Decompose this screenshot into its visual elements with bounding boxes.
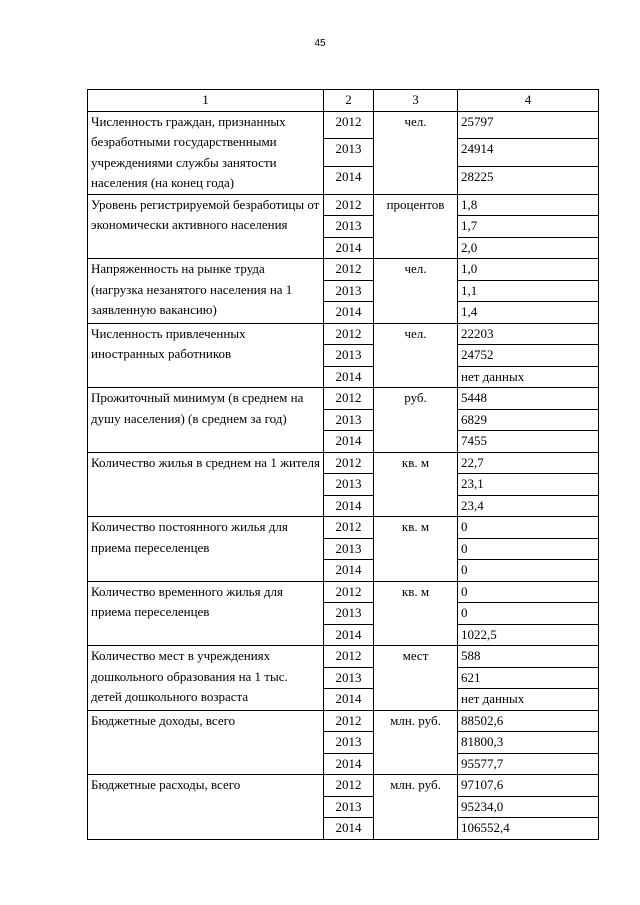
value-cell: 0 [458, 560, 599, 582]
value-cell: нет данных [458, 689, 599, 711]
page-number: 45 [314, 38, 326, 49]
year-cell: 2014 [324, 237, 374, 259]
indicator-cell: Уровень регистрируемой безработицы от экономически активного населения [88, 194, 324, 259]
year-cell: 2012 [324, 646, 374, 668]
indicator-cell: Количество жилья в среднем на 1 жителя [88, 452, 324, 517]
table-row [88, 775, 599, 797]
value-cell: 28225 [458, 166, 599, 194]
indicator-cell: Бюджетные расходы, всего [88, 775, 324, 840]
value-cell: 23,4 [458, 495, 599, 517]
statistics-table [87, 89, 599, 840]
value-cell: 0 [458, 538, 599, 560]
year-cell: 2012 [324, 775, 374, 797]
value-cell: 1,8 [458, 194, 599, 216]
value-cell: 106552,4 [458, 818, 599, 840]
table-row [88, 323, 599, 345]
year-cell: 2014 [324, 302, 374, 324]
year-cell: 2012 [324, 710, 374, 732]
year-cell: 2013 [324, 280, 374, 302]
value-cell: 24914 [458, 139, 599, 167]
year-cell: 2013 [324, 474, 374, 496]
value-cell: 25797 [458, 111, 599, 139]
column-header-4: 4 [458, 90, 599, 112]
table-row [88, 581, 599, 603]
year-cell: 2012 [324, 388, 374, 410]
value-cell: 0 [458, 517, 599, 539]
value-cell: 2,0 [458, 237, 599, 259]
unit-cell: руб. [374, 388, 458, 453]
indicator-cell: Прожиточный минимум (в среднем на душу населения) (в среднем за год) [88, 388, 324, 453]
header-row [88, 90, 599, 112]
indicator-cell: Численность привлеченных иностранных работников [88, 323, 324, 388]
unit-cell: кв. м [374, 517, 458, 582]
column-header-1: 1 [88, 90, 324, 112]
value-cell: 95234,0 [458, 796, 599, 818]
year-cell: 2012 [324, 111, 374, 139]
unit-cell: чел. [374, 111, 458, 194]
value-cell: 0 [458, 603, 599, 625]
year-cell: 2014 [324, 560, 374, 582]
indicator-cell: Напряженность на рынке труда (нагрузка незанятого населения на 1 заявленную вакансию) [88, 259, 324, 324]
value-cell: нет данных [458, 366, 599, 388]
year-cell: 2013 [324, 345, 374, 367]
value-cell: 588 [458, 646, 599, 668]
table-row [88, 111, 599, 139]
value-cell: 1,7 [458, 216, 599, 238]
year-cell: 2013 [324, 603, 374, 625]
value-cell: 23,1 [458, 474, 599, 496]
unit-cell: мест [374, 646, 458, 711]
year-cell: 2012 [324, 517, 374, 539]
column-header-3: 3 [374, 90, 458, 112]
indicator-cell: Бюджетные доходы, всего [88, 710, 324, 775]
year-cell: 2012 [324, 581, 374, 603]
indicator-cell: Численность граждан, признанных безработными государственными учреждениями службы занятости населения (на конец года) [88, 111, 324, 194]
year-cell: 2012 [324, 323, 374, 345]
value-cell: 6829 [458, 409, 599, 431]
table-row [88, 452, 599, 474]
table-row [88, 646, 599, 668]
year-cell: 2013 [324, 139, 374, 167]
value-cell: 1,0 [458, 259, 599, 281]
value-cell: 81800,3 [458, 732, 599, 754]
column-header-2: 2 [324, 90, 374, 112]
value-cell: 22,7 [458, 452, 599, 474]
unit-cell: млн. руб. [374, 775, 458, 840]
indicator-cell: Количество временного жилья для приема переселенцев [88, 581, 324, 646]
table-row [88, 388, 599, 410]
year-cell: 2013 [324, 409, 374, 431]
year-cell: 2013 [324, 216, 374, 238]
year-cell: 2013 [324, 667, 374, 689]
unit-cell: млн. руб. [374, 710, 458, 775]
value-cell: 1,1 [458, 280, 599, 302]
year-cell: 2013 [324, 796, 374, 818]
year-cell: 2014 [324, 753, 374, 775]
value-cell: 22203 [458, 323, 599, 345]
year-cell: 2014 [324, 624, 374, 646]
year-cell: 2014 [324, 431, 374, 453]
indicator-cell: Количество постоянного жилья для приема переселенцев [88, 517, 324, 582]
table-row [88, 710, 599, 732]
unit-cell: чел. [374, 259, 458, 324]
year-cell: 2012 [324, 259, 374, 281]
table-row [88, 517, 599, 539]
value-cell: 0 [458, 581, 599, 603]
year-cell: 2013 [324, 732, 374, 754]
year-cell: 2014 [324, 818, 374, 840]
year-cell: 2013 [324, 538, 374, 560]
value-cell: 5448 [458, 388, 599, 410]
year-cell: 2012 [324, 452, 374, 474]
value-cell: 88502,6 [458, 710, 599, 732]
year-cell: 2014 [324, 366, 374, 388]
year-cell: 2014 [324, 166, 374, 194]
value-cell: 1,4 [458, 302, 599, 324]
year-cell: 2012 [324, 194, 374, 216]
value-cell: 24752 [458, 345, 599, 367]
table-row [88, 259, 599, 281]
year-cell: 2014 [324, 495, 374, 517]
value-cell: 7455 [458, 431, 599, 453]
value-cell: 1022,5 [458, 624, 599, 646]
value-cell: 97107,6 [458, 775, 599, 797]
unit-cell: процентов [374, 194, 458, 259]
value-cell: 621 [458, 667, 599, 689]
value-cell: 95577,7 [458, 753, 599, 775]
unit-cell: чел. [374, 323, 458, 388]
unit-cell: кв. м [374, 581, 458, 646]
year-cell: 2014 [324, 689, 374, 711]
unit-cell: кв. м [374, 452, 458, 517]
table-row [88, 194, 599, 216]
indicator-cell: Количество мест в учреждениях дошкольного образования на 1 тыс. детей дошкольного возраста [88, 646, 324, 711]
